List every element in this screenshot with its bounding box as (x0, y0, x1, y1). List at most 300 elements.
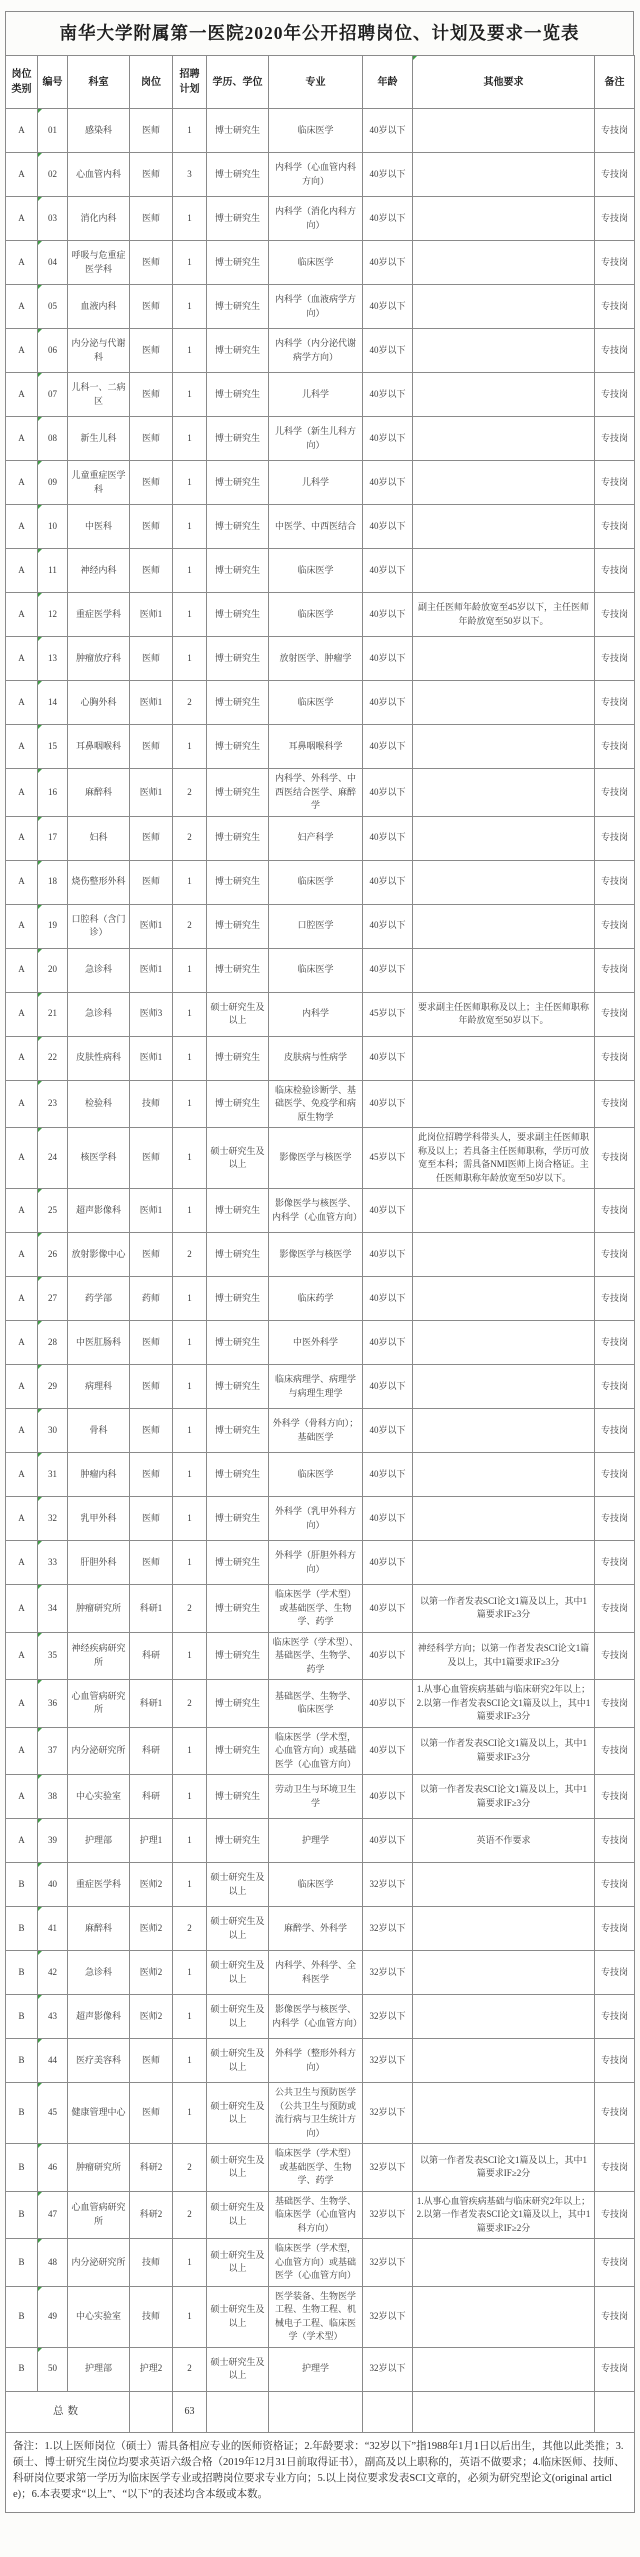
cell-plan: 1 (173, 1995, 207, 2039)
cell-category: A (6, 1277, 38, 1321)
cell-age: 40岁以下 (363, 1189, 413, 1233)
table-row (6, 1819, 635, 1863)
column-header: 岗位类别 (6, 56, 38, 109)
cell-major: 麻醉学、外科学 (269, 1907, 363, 1951)
cell-dept: 麻醉科 (68, 769, 130, 817)
cell-degree: 硕士研究生及以上 (207, 2039, 269, 2083)
cell-major: 临床检验诊断学、基础医学、免疫学和病原生物学 (269, 1080, 363, 1128)
cell-note: 专技岗 (595, 1680, 635, 1728)
cell-category: A (6, 948, 38, 992)
cell-post: 医师 (130, 549, 173, 593)
cell-dept: 中心实验室 (68, 2286, 130, 2347)
cell-no: 11 (38, 549, 68, 593)
table-row (6, 1453, 635, 1497)
total-row (6, 2391, 635, 2432)
cell-note: 专技岗 (595, 1080, 635, 1128)
cell-degree: 硕士研究生及以上 (207, 1863, 269, 1907)
cell-plan: 2 (173, 1680, 207, 1728)
cell-dept: 心血管病研究所 (68, 2191, 130, 2239)
cell-note: 专技岗 (595, 2347, 635, 2391)
cell-major: 耳鼻咽喉科学 (269, 725, 363, 769)
cell-dept: 急诊科 (68, 992, 130, 1036)
cell-dept: 心胸外科 (68, 681, 130, 725)
total-degree-cell (207, 2391, 269, 2432)
cell-plan: 1 (173, 1365, 207, 1409)
cell-note: 专技岗 (595, 285, 635, 329)
table-row (6, 2191, 635, 2239)
cell-no: 37 (38, 1727, 68, 1775)
cell-post: 护理1 (130, 1819, 173, 1863)
cell-note: 专技岗 (595, 461, 635, 505)
cell-other: 1.从事心血管疾病基础与临床研究2年以上；2.以第一作者发表SCI论文1篇及以上，其中1篇要求IF≥2分 (413, 2191, 595, 2239)
cell-post: 医师 (130, 1365, 173, 1409)
cell-degree: 博士研究生 (207, 505, 269, 549)
cell-other (413, 373, 595, 417)
cell-dept: 检验科 (68, 1080, 130, 1128)
cell-degree: 博士研究生 (207, 1365, 269, 1409)
cell-category: A (6, 769, 38, 817)
cell-post: 医师1 (130, 948, 173, 992)
table-row (6, 1907, 635, 1951)
cell-no: 31 (38, 1453, 68, 1497)
cell-category: A (6, 904, 38, 948)
cell-no: 35 (38, 1632, 68, 1680)
column-header: 年龄 (363, 56, 413, 109)
cell-category: A (6, 1409, 38, 1453)
cell-post: 医师 (130, 1497, 173, 1541)
cell-no: 03 (38, 197, 68, 241)
cell-major: 临床医学 (269, 948, 363, 992)
cell-other (413, 816, 595, 860)
cell-no: 30 (38, 1409, 68, 1453)
cell-note: 专技岗 (595, 1632, 635, 1680)
cell-degree: 博士研究生 (207, 329, 269, 373)
cell-post: 医师1 (130, 904, 173, 948)
cell-category: A (6, 109, 38, 153)
cell-category: A (6, 1321, 38, 1365)
table-row (6, 816, 635, 860)
cell-other (413, 769, 595, 817)
cell-other (413, 417, 595, 461)
cell-category: A (6, 1128, 38, 1189)
cell-other (413, 637, 595, 681)
cell-other: 此岗位招聘学科带头人，要求副主任医师职称及以上；若具备主任医师职称，学历可放宽至本科；需具备NMI医师上岗合格证。主任医师职称年龄放宽至50岁以下。 (413, 1128, 595, 1189)
cell-age: 40岁以下 (363, 461, 413, 505)
total-note-cell (595, 2391, 635, 2432)
cell-plan: 1 (173, 2083, 207, 2144)
cell-other (413, 1995, 595, 2039)
cell-post: 医师1 (130, 681, 173, 725)
cell-plan: 2 (173, 681, 207, 725)
column-header: 编号 (38, 56, 68, 109)
cell-major: 中医学、中西医结合 (269, 505, 363, 549)
column-header: 备注 (595, 56, 635, 109)
cell-dept: 麻醉科 (68, 1907, 130, 1951)
cell-dept: 放射影像中心 (68, 1233, 130, 1277)
table-row (6, 1189, 635, 1233)
cell-age: 40岁以下 (363, 1680, 413, 1728)
table-row (6, 373, 635, 417)
cell-plan: 1 (173, 948, 207, 992)
cell-age: 40岁以下 (363, 769, 413, 817)
cell-post: 药师 (130, 1277, 173, 1321)
cell-dept: 皮肤性病科 (68, 1036, 130, 1080)
cell-plan: 1 (173, 285, 207, 329)
cell-other (413, 329, 595, 373)
cell-no: 45 (38, 2083, 68, 2144)
table-row (6, 1632, 635, 1680)
cell-note: 专技岗 (595, 1819, 635, 1863)
cell-major: 内科学、外科学、中西医结合医学、麻醉学 (269, 769, 363, 817)
table-row (6, 109, 635, 153)
cell-post: 医师 (130, 860, 173, 904)
cell-degree: 博士研究生 (207, 1819, 269, 1863)
cell-degree: 博士研究生 (207, 1321, 269, 1365)
total-label: 总数 (6, 2391, 130, 2432)
cell-plan: 1 (173, 461, 207, 505)
cell-category: B (6, 2039, 38, 2083)
column-header: 学历、学位 (207, 56, 269, 109)
cell-note: 专技岗 (595, 2039, 635, 2083)
cell-note: 专技岗 (595, 725, 635, 769)
cell-age: 32岁以下 (363, 1907, 413, 1951)
cell-major: 皮肤病与性病学 (269, 1036, 363, 1080)
cell-degree: 硕士研究生及以上 (207, 2347, 269, 2391)
cell-no: 01 (38, 109, 68, 153)
cell-age: 32岁以下 (363, 2083, 413, 2144)
footnote-row (6, 2432, 635, 2512)
cell-age: 40岁以下 (363, 593, 413, 637)
cell-other (413, 1233, 595, 1277)
cell-other (413, 549, 595, 593)
cell-dept: 核医学科 (68, 1128, 130, 1189)
total-age-cell (363, 2391, 413, 2432)
cell-category: B (6, 2144, 38, 2192)
cell-dept: 护理部 (68, 2347, 130, 2391)
cell-plan: 1 (173, 329, 207, 373)
cell-degree: 博士研究生 (207, 725, 269, 769)
cell-age: 45岁以下 (363, 1128, 413, 1189)
table-row (6, 2286, 635, 2347)
cell-degree: 博士研究生 (207, 1680, 269, 1728)
cell-other: 以第一作者发表SCI论文1篇及以上，其中1篇要求IF≥3分 (413, 1775, 595, 1819)
table-row (6, 1680, 635, 1728)
column-header: 招聘计划 (173, 56, 207, 109)
cell-no: 28 (38, 1321, 68, 1365)
cell-post: 医师 (130, 373, 173, 417)
cell-post: 医师 (130, 1233, 173, 1277)
cell-no: 32 (38, 1497, 68, 1541)
cell-other (413, 860, 595, 904)
cell-age: 40岁以下 (363, 197, 413, 241)
total-post-cell (130, 2391, 173, 2432)
cell-plan: 1 (173, 860, 207, 904)
cell-degree: 博士研究生 (207, 1541, 269, 1585)
cell-note: 专技岗 (595, 241, 635, 285)
cell-no: 47 (38, 2191, 68, 2239)
cell-note: 专技岗 (595, 2191, 635, 2239)
cell-major: 儿科学 (269, 373, 363, 417)
cell-age: 32岁以下 (363, 2239, 413, 2287)
cell-no: 13 (38, 637, 68, 681)
cell-age: 40岁以下 (363, 1233, 413, 1277)
cell-degree: 博士研究生 (207, 816, 269, 860)
table-row (6, 2347, 635, 2391)
cell-plan: 1 (173, 2039, 207, 2083)
cell-note: 专技岗 (595, 1233, 635, 1277)
table-row (6, 860, 635, 904)
table-row (6, 197, 635, 241)
cell-dept: 乳甲外科 (68, 1497, 130, 1541)
cell-no: 15 (38, 725, 68, 769)
cell-category: B (6, 2347, 38, 2391)
cell-no: 44 (38, 2039, 68, 2083)
table-row (6, 1727, 635, 1775)
cell-note: 专技岗 (595, 1365, 635, 1409)
cell-dept: 儿科一、二病区 (68, 373, 130, 417)
cell-plan: 1 (173, 1727, 207, 1775)
cell-no: 16 (38, 769, 68, 817)
cell-dept: 血液内科 (68, 285, 130, 329)
table-row (6, 637, 635, 681)
cell-age: 45岁以下 (363, 992, 413, 1036)
cell-note: 专技岗 (595, 1775, 635, 1819)
cell-no: 33 (38, 1541, 68, 1585)
recruitment-table (5, 55, 635, 2513)
cell-no: 17 (38, 816, 68, 860)
cell-post: 科研 (130, 1775, 173, 1819)
cell-no: 24 (38, 1128, 68, 1189)
cell-no: 18 (38, 860, 68, 904)
cell-post: 医师1 (130, 593, 173, 637)
cell-note: 专技岗 (595, 816, 635, 860)
cell-age: 40岁以下 (363, 1775, 413, 1819)
cell-no: 09 (38, 461, 68, 505)
cell-post: 医师 (130, 1453, 173, 1497)
cell-other (413, 241, 595, 285)
cell-note: 专技岗 (595, 1036, 635, 1080)
cell-plan: 2 (173, 816, 207, 860)
cell-post: 护理2 (130, 2347, 173, 2391)
cell-degree: 博士研究生 (207, 1585, 269, 1633)
cell-category: A (6, 373, 38, 417)
cell-degree: 博士研究生 (207, 948, 269, 992)
cell-other: 以第一作者发表SCI论文1篇及以上，其中1篇要求IF≥3分 (413, 1585, 595, 1633)
cell-degree: 博士研究生 (207, 904, 269, 948)
cell-degree: 硕士研究生及以上 (207, 2191, 269, 2239)
cell-degree: 博士研究生 (207, 197, 269, 241)
cell-major: 临床医学（学术型）或基础医学、生物学、药学 (269, 1585, 363, 1633)
cell-age: 40岁以下 (363, 373, 413, 417)
cell-post: 医师 (130, 725, 173, 769)
table-row (6, 461, 635, 505)
cell-no: 10 (38, 505, 68, 549)
cell-other: 1.从事心血管疾病基础与临床研究2年以上；2.以第一作者发表SCI论文1篇及以上，其中1篇要求IF≥3分 (413, 1680, 595, 1728)
cell-other: 要求副主任医师职称及以上；主任医师职称年龄放宽至50岁以下。 (413, 992, 595, 1036)
cell-category: A (6, 1233, 38, 1277)
cell-no: 05 (38, 285, 68, 329)
cell-plan: 2 (173, 2191, 207, 2239)
cell-plan: 1 (173, 1951, 207, 1995)
table-row (6, 681, 635, 725)
total-other-cell (413, 2391, 595, 2432)
cell-category: A (6, 1727, 38, 1775)
cell-note: 专技岗 (595, 904, 635, 948)
cell-note: 专技岗 (595, 1189, 635, 1233)
cell-category: A (6, 593, 38, 637)
cell-post: 医师 (130, 2039, 173, 2083)
cell-no: 26 (38, 1233, 68, 1277)
cell-major: 医学装备、生物医学工程、生物工程、机械电子工程、临床医学（学术型） (269, 2286, 363, 2347)
cell-age: 40岁以下 (363, 725, 413, 769)
cell-post: 医师 (130, 1321, 173, 1365)
cell-post: 科研2 (130, 2144, 173, 2192)
cell-degree: 硕士研究生及以上 (207, 1995, 269, 2039)
cell-plan: 2 (173, 1907, 207, 1951)
cell-degree: 博士研究生 (207, 1727, 269, 1775)
cell-no: 34 (38, 1585, 68, 1633)
cell-age: 32岁以下 (363, 2191, 413, 2239)
cell-note: 专技岗 (595, 1497, 635, 1541)
cell-category: A (6, 1632, 38, 1680)
table-row (6, 549, 635, 593)
cell-note: 专技岗 (595, 1907, 635, 1951)
cell-post: 医师2 (130, 1995, 173, 2039)
cell-other (413, 681, 595, 725)
cell-degree: 博士研究生 (207, 1277, 269, 1321)
total-major-cell (269, 2391, 363, 2432)
table-row (6, 769, 635, 817)
cell-age: 40岁以下 (363, 1321, 413, 1365)
cell-plan: 1 (173, 373, 207, 417)
cell-category: A (6, 637, 38, 681)
cell-major: 影像医学与核医学 (269, 1233, 363, 1277)
footnote: 备注：1.以上医师岗位（硕士）需具备相应专业的医师资格证；2.年龄要求：“32岁以下”指1988年1月1日以后出生，其他以此类推；3.硕士、博士研究生岗位均要求英语六级合格（2019年12月31日前取得证书），副高及以上职称的，英语不做要求；4.临床医师、技师、科研岗位要求第一学历为临床医学专业或招聘岗位要求专业方向；5.以上岗位要求发表SCI文章的，必须为研究型论文(original article)；6.本表要求“以上”、“以下”的表述均含本级或本数。 (6, 2432, 635, 2512)
cell-plan: 2 (173, 2347, 207, 2391)
cell-age: 40岁以下 (363, 1541, 413, 1585)
cell-no: 39 (38, 1819, 68, 1863)
cell-degree: 博士研究生 (207, 1497, 269, 1541)
cell-age: 40岁以下 (363, 860, 413, 904)
cell-other (413, 948, 595, 992)
cell-other (413, 725, 595, 769)
cell-other (413, 1036, 595, 1080)
cell-plan: 1 (173, 1409, 207, 1453)
cell-post: 医师 (130, 637, 173, 681)
cell-plan: 1 (173, 505, 207, 549)
cell-other: 以第一作者发表SCI论文1篇及以上，其中1篇要求IF≥3分 (413, 1727, 595, 1775)
cell-other (413, 2286, 595, 2347)
cell-category: A (6, 1189, 38, 1233)
cell-note: 专技岗 (595, 2083, 635, 2144)
cell-dept: 消化内科 (68, 197, 130, 241)
cell-category: B (6, 1995, 38, 2039)
cell-dept: 内分泌研究所 (68, 2239, 130, 2287)
cell-degree: 硕士研究生及以上 (207, 2144, 269, 2192)
cell-age: 40岁以下 (363, 1453, 413, 1497)
table-row (6, 2239, 635, 2287)
cell-dept: 急诊科 (68, 1951, 130, 1995)
cell-no: 46 (38, 2144, 68, 2192)
table-row (6, 1775, 635, 1819)
table-row (6, 1365, 635, 1409)
cell-category: B (6, 2191, 38, 2239)
cell-post: 医师2 (130, 1863, 173, 1907)
cell-age: 40岁以下 (363, 1819, 413, 1863)
table-row (6, 505, 635, 549)
cell-degree: 博士研究生 (207, 1453, 269, 1497)
cell-age: 40岁以下 (363, 1632, 413, 1680)
cell-degree: 博士研究生 (207, 593, 269, 637)
cell-category: A (6, 549, 38, 593)
cell-other (413, 904, 595, 948)
cell-degree: 硕士研究生及以上 (207, 2083, 269, 2144)
cell-no: 50 (38, 2347, 68, 2391)
cell-degree: 博士研究生 (207, 373, 269, 417)
cell-age: 40岁以下 (363, 109, 413, 153)
cell-major: 口腔医学 (269, 904, 363, 948)
cell-age: 32岁以下 (363, 2039, 413, 2083)
cell-degree: 博士研究生 (207, 109, 269, 153)
cell-note: 专技岗 (595, 992, 635, 1036)
table-row (6, 725, 635, 769)
cell-major: 妇产科学 (269, 816, 363, 860)
table-row (6, 1995, 635, 2039)
table-row (6, 1541, 635, 1585)
cell-category: A (6, 1453, 38, 1497)
cell-degree: 博士研究生 (207, 1233, 269, 1277)
cell-plan: 1 (173, 1453, 207, 1497)
cell-no: 20 (38, 948, 68, 992)
table-row (6, 904, 635, 948)
sheet (5, 11, 634, 2513)
cell-category: A (6, 1585, 38, 1633)
cell-major: 基础医学、生物学、临床医学（心血管内科方向） (269, 2191, 363, 2239)
cell-plan: 1 (173, 417, 207, 461)
cell-dept: 肿瘤研究所 (68, 2144, 130, 2192)
cell-degree: 博士研究生 (207, 860, 269, 904)
table-row (6, 2039, 635, 2083)
cell-no: 29 (38, 1365, 68, 1409)
cell-plan: 1 (173, 2239, 207, 2287)
cell-major: 内科学（内分泌代谢病学方向） (269, 329, 363, 373)
cell-other (413, 1497, 595, 1541)
cell-post: 医师 (130, 417, 173, 461)
cell-dept: 内分泌与代谢科 (68, 329, 130, 373)
cell-other (413, 1277, 595, 1321)
cell-age: 40岁以下 (363, 417, 413, 461)
cell-note: 专技岗 (595, 1541, 635, 1585)
cell-post: 医师 (130, 109, 173, 153)
cell-no: 38 (38, 1775, 68, 1819)
cell-no: 42 (38, 1951, 68, 1995)
cell-degree: 博士研究生 (207, 1036, 269, 1080)
cell-category: B (6, 1863, 38, 1907)
cell-note: 专技岗 (595, 1453, 635, 1497)
cell-note: 专技岗 (595, 769, 635, 817)
cell-plan: 1 (173, 2286, 207, 2347)
cell-major: 临床医学（学术型，心血管方向）或基础医学（心血管方向） (269, 2239, 363, 2287)
cell-plan: 1 (173, 1080, 207, 1128)
column-header: 科室 (68, 56, 130, 109)
cell-note: 专技岗 (595, 1995, 635, 2039)
cell-major: 外科学（骨科方向）；基础医学 (269, 1409, 363, 1453)
page-title: 南华大学附属第一医院2020年公开招聘岗位、计划及要求一览表 (5, 11, 634, 55)
cell-category: A (6, 417, 38, 461)
cell-plan: 2 (173, 1585, 207, 1633)
cell-category: B (6, 2239, 38, 2287)
cell-post: 医师 (130, 2083, 173, 2144)
